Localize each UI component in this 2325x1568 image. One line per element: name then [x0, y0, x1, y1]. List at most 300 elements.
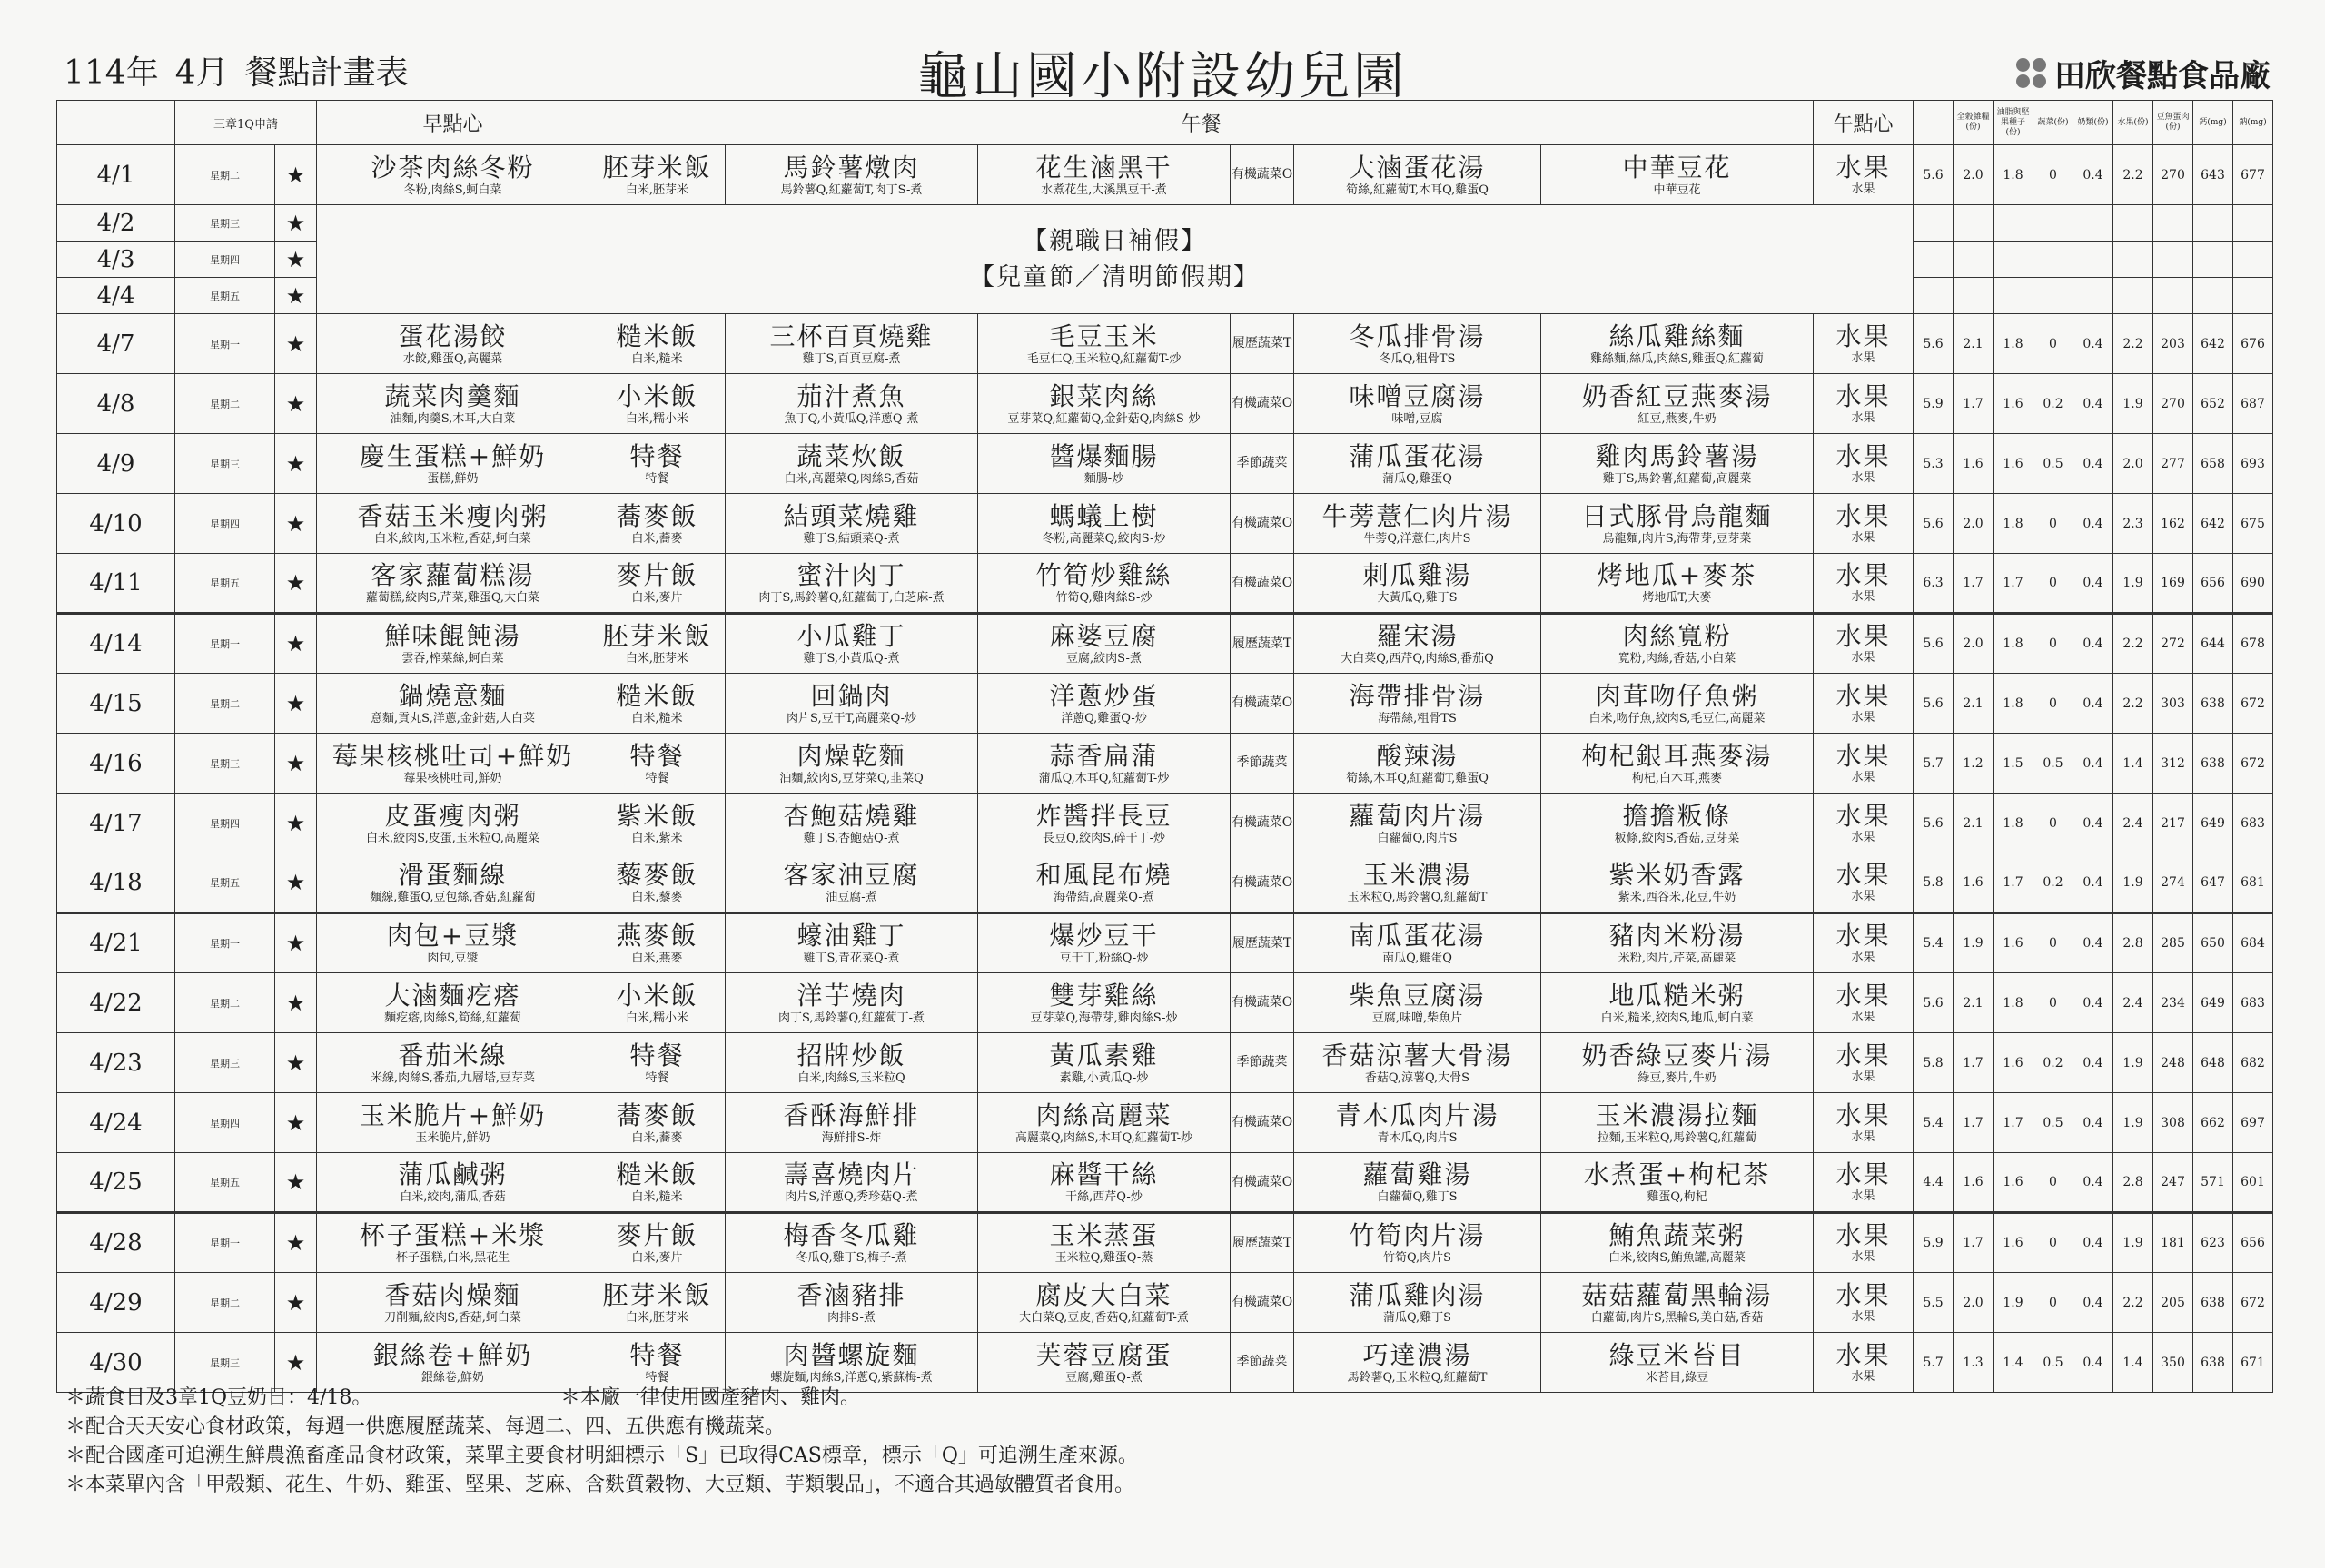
fruit — [1814, 314, 1914, 374]
afternoon-snack-name: 肉絲寬粉 — [1622, 621, 1732, 651]
staple-name: 蕎麥飯 — [616, 1100, 698, 1130]
date-cell: 4/3 — [57, 242, 175, 278]
soup-name: 玉米濃湯 — [1362, 860, 1472, 890]
fruit-ingredients: 水果 — [1851, 530, 1875, 545]
date-cell: 4/21 — [57, 913, 175, 973]
fruit-ingredients: 水果 — [1851, 1309, 1875, 1324]
staple-name: 特餐 — [629, 440, 685, 471]
main-dish-ingredients: 油豆腐-煮 — [826, 891, 877, 904]
staple — [589, 374, 726, 434]
staple-ingredients: 白米,糙米 — [631, 1190, 683, 1204]
nutrition-value: 181 — [2153, 1213, 2193, 1273]
table-row — [57, 145, 2273, 205]
afternoon-snack-ingredients: 粄條,絞肉S,香菇,豆芽菜 — [1614, 831, 1740, 845]
side-dish-name: 爆炒豆干 — [1049, 921, 1159, 951]
staple — [589, 434, 726, 494]
staple — [589, 1153, 726, 1213]
staple-ingredients: 白米,胚芽米 — [625, 652, 689, 666]
weekday-cell: 星期二 — [175, 145, 275, 205]
fruit-ingredients: 水果 — [1851, 590, 1875, 604]
nutrition-value: 4.4 — [1914, 1153, 1954, 1213]
weekday-cell: 星期四 — [175, 494, 275, 554]
nutrition-value: 203 — [2153, 314, 2193, 374]
nutrition-value: 571 — [2193, 1153, 2233, 1213]
breakfast — [317, 554, 589, 614]
fruit-ingredients: 水果 — [1851, 770, 1875, 784]
afternoon-snack — [1541, 973, 1814, 1033]
afternoon-snack-ingredients: 白米,糙米,絞肉S,地瓜,蚵白菜 — [1600, 1011, 1754, 1025]
nutrition-value: 1.9 — [2113, 554, 2153, 614]
staple-name: 特餐 — [629, 1040, 685, 1070]
breakfast — [317, 674, 589, 734]
soup-name: 酸辣湯 — [1376, 740, 1459, 771]
side-dish-name: 腐皮大白菜 — [1035, 1279, 1172, 1310]
soup — [1294, 794, 1541, 853]
fruit-ingredients: 水果 — [1851, 1129, 1875, 1144]
nutrition-value: 601 — [2233, 1153, 2273, 1213]
soup — [1294, 494, 1541, 554]
afternoon-snack-ingredients: 烤地瓜T,大麥 — [1642, 591, 1712, 605]
soup-name: 蘿蔔雞湯 — [1362, 1159, 1472, 1189]
table-row — [57, 1273, 2273, 1333]
nutrition-value: 0.4 — [2073, 434, 2113, 494]
empty-cell — [2113, 205, 2153, 242]
breakfast-name: 肉包+豆漿 — [386, 921, 519, 951]
main-dish-name: 洋芋燒肉 — [796, 980, 906, 1011]
nutrition-value: 0.4 — [2073, 973, 2113, 1033]
soup-name: 蒲瓜蛋花湯 — [1349, 440, 1486, 471]
main-dish-ingredients: 雞丁S,杏鮑菇Q-煮 — [803, 831, 900, 845]
date-cell: 4/11 — [57, 554, 175, 614]
side-dish-name: 螞蟻上樹 — [1049, 500, 1159, 531]
nutrition-value: 642 — [2193, 494, 2233, 554]
breakfast — [317, 853, 589, 913]
nutrition-value: 5.8 — [1914, 853, 1954, 913]
main-dish-ingredients: 雞丁S,結頭菜Q-煮 — [803, 531, 900, 546]
afternoon-snack — [1541, 1093, 1814, 1153]
main-dish-ingredients: 馬鈴薯Q,紅蘿蔔T,肉丁S-煮 — [780, 182, 923, 197]
main-dish-name: 回鍋肉 — [810, 680, 893, 711]
nutrition-value: 638 — [2193, 1333, 2233, 1393]
nutrition-value: 272 — [2153, 614, 2193, 674]
nutrition-value: 0.2 — [2033, 374, 2073, 434]
nutrition-value: 1.8 — [1994, 314, 2033, 374]
apply-star: ★ — [275, 554, 317, 614]
main-dish-name: 結頭菜燒雞 — [783, 500, 920, 531]
fruit-ingredients: 水果 — [1851, 182, 1875, 196]
staple — [589, 145, 726, 205]
breakfast-ingredients: 白米,絞肉,蒲瓜,香菇 — [400, 1190, 506, 1204]
nutrition-value: 2.1 — [1954, 314, 1994, 374]
afternoon-snack-ingredients: 白蘿蔔,肉片S,黑輪S,美白菇,香菇 — [1590, 1310, 1764, 1325]
soup-ingredients: 青木瓜Q,肉片S — [1377, 1130, 1458, 1145]
breakfast-ingredients: 莓果核桃吐司,鮮奶 — [403, 771, 502, 785]
apply-star: ★ — [275, 374, 317, 434]
side-dish-ingredients: 水煮花生,大溪黑豆干-煮 — [1041, 182, 1167, 197]
nutrition-value: 1.4 — [2113, 734, 2153, 794]
nutrition-value: 1.5 — [1994, 734, 2033, 794]
side-dish — [978, 614, 1231, 674]
vegetable-cell: 有機蔬菜O — [1231, 494, 1294, 554]
nutrition-value: 649 — [2193, 973, 2233, 1033]
afternoon-snack-name: 肉茸吻仔魚粥 — [1595, 680, 1759, 711]
staple-name: 麥片飯 — [616, 1220, 698, 1250]
soup-ingredients: 白蘿蔔Q,雞丁S — [1377, 1190, 1458, 1204]
main-dish-name: 客家油豆腐 — [783, 860, 920, 890]
nutrition-value: 649 — [2193, 794, 2233, 853]
nutrition-value: 0.2 — [2033, 1033, 2073, 1093]
vegetable-cell: 履歷蔬菜T — [1231, 1213, 1294, 1273]
fruit-name: 水果 — [1835, 1339, 1891, 1370]
afternoon-snack — [1541, 554, 1814, 614]
date-cell: 4/7 — [57, 314, 175, 374]
nutrition-value: 2.2 — [2113, 674, 2153, 734]
nutrition-header: 鈣(mg) — [2193, 101, 2233, 145]
nutrition-value: 672 — [2233, 1273, 2273, 1333]
nutrition-value: 270 — [2153, 145, 2193, 205]
weekday-cell: 星期四 — [175, 242, 275, 278]
side-dish — [978, 494, 1231, 554]
afternoon-snack-name: 枸杞銀耳燕麥湯 — [1581, 740, 1773, 771]
nutrition-value: 678 — [2233, 614, 2273, 674]
breakfast-name: 香菇肉燥麵 — [384, 1279, 521, 1310]
fruit-name: 水果 — [1835, 680, 1891, 711]
table-row — [57, 973, 2273, 1033]
soup-ingredients: 味噌,豆腐 — [1391, 411, 1443, 426]
soup-ingredients: 大黃瓜Q,雞丁S — [1377, 591, 1458, 605]
main-dish-ingredients: 白米,肉絲S,玉米粒Q — [797, 1070, 905, 1085]
soup-name: 味噌豆腐湯 — [1349, 380, 1486, 411]
vegetable-cell: 季節蔬菜 — [1231, 1033, 1294, 1093]
weekday-cell: 星期三 — [175, 205, 275, 242]
table-row — [57, 554, 2273, 614]
soup — [1294, 145, 1541, 205]
nutrition-value: 1.7 — [1954, 1033, 1994, 1093]
staple-ingredients: 白米,紫米 — [631, 831, 683, 845]
afternoon-snack-ingredients: 白米,吻仔魚,絞肉S,毛豆仁,高麗菜 — [1588, 711, 1766, 725]
nutrition-value: 1.4 — [1994, 1333, 2033, 1393]
nutrition-value: 650 — [2193, 913, 2233, 973]
side-dish-ingredients: 大白菜Q,豆皮,香菇Q,紅蘿蔔T-煮 — [1019, 1310, 1189, 1325]
period-month: 4月 — [174, 54, 229, 92]
fruit — [1814, 1093, 1914, 1153]
apply-star: ★ — [275, 434, 317, 494]
afternoon-snack-name: 綠豆米苔目 — [1608, 1339, 1746, 1370]
nutrition-value: 675 — [2233, 494, 2273, 554]
fruit — [1814, 674, 1914, 734]
staple-ingredients: 白米,糯小米 — [625, 411, 689, 426]
school-title: 龜山國小附設幼兒園 — [917, 47, 1408, 106]
fruit-name: 水果 — [1835, 1100, 1891, 1130]
nutrition-value: 1.9 — [2113, 1093, 2153, 1153]
soup-name: 巧達濃湯 — [1362, 1339, 1472, 1370]
nutrition-value: 1.6 — [1954, 853, 1994, 913]
side-dish-ingredients: 洋蔥Q,雞蛋Q-炒 — [1061, 711, 1147, 725]
apply-star: ★ — [275, 913, 317, 973]
nutrition-value: 308 — [2153, 1093, 2193, 1153]
main-dish-name: 小瓜雞丁 — [796, 621, 906, 651]
breakfast-name: 客家蘿蔔糕湯 — [371, 560, 535, 590]
empty-cell — [2073, 242, 2113, 278]
apply-star: ★ — [275, 1213, 317, 1273]
side-dish-name: 肉絲高麗菜 — [1035, 1100, 1172, 1130]
nutrition-value: 687 — [2233, 374, 2273, 434]
empty-cell — [2113, 242, 2153, 278]
side-dish-name: 蒜香扁蒲 — [1049, 740, 1159, 771]
staple — [589, 314, 726, 374]
fruit-name: 水果 — [1835, 152, 1891, 182]
fruit-name: 水果 — [1835, 321, 1891, 351]
empty-cell — [2153, 278, 2193, 314]
table-row — [57, 1213, 2273, 1273]
nutrition-value: 1.9 — [2113, 1213, 2153, 1273]
side-dish-ingredients: 高麗菜Q,肉絲S,木耳Q,紅蘿蔔T-炒 — [1014, 1130, 1193, 1145]
soup — [1294, 973, 1541, 1033]
afternoon-snack — [1541, 734, 1814, 794]
date-cell: 4/30 — [57, 1333, 175, 1393]
soup — [1294, 434, 1541, 494]
vegetable-cell: 履歷蔬菜T — [1231, 913, 1294, 973]
table-row — [57, 674, 2273, 734]
main-dish — [726, 1093, 978, 1153]
main-dish — [726, 554, 978, 614]
date-cell: 4/4 — [57, 278, 175, 314]
nutrition-header: 蔬菜(份) — [2033, 101, 2073, 145]
staple-name: 胚芽米飯 — [602, 621, 712, 651]
side-dish — [978, 1273, 1231, 1333]
fruit-ingredients: 水果 — [1851, 410, 1875, 425]
afternoon-snack-ingredients: 米苔目,綠豆 — [1645, 1370, 1709, 1385]
soup-name: 蒲瓜雞肉湯 — [1349, 1279, 1486, 1310]
breakfast-name: 皮蛋瘦肉粥 — [384, 800, 521, 831]
apply-star: ★ — [275, 494, 317, 554]
fruit-name: 水果 — [1835, 1220, 1891, 1250]
staple — [589, 853, 726, 913]
soup-name: 刺瓜雞湯 — [1362, 560, 1472, 590]
nutrition-value: 683 — [2233, 794, 2273, 853]
nutrition-value: 2.2 — [2113, 145, 2153, 205]
staple-ingredients: 白米,蕎麥 — [631, 531, 683, 546]
soup-ingredients: 豆腐,味噌,柴魚片 — [1371, 1011, 1463, 1025]
side-dish-ingredients: 竹筍Q,雞肉絲S-炒 — [1055, 591, 1153, 605]
weekday-cell: 星期三 — [175, 734, 275, 794]
nutrition-value: 0.5 — [2033, 1333, 2073, 1393]
fruit-ingredients: 水果 — [1851, 1189, 1875, 1203]
nutrition-value: 5.6 — [1914, 494, 1954, 554]
fruit-ingredients: 水果 — [1851, 350, 1875, 365]
empty-cell — [2033, 278, 2073, 314]
soup — [1294, 614, 1541, 674]
weekday-cell: 星期二 — [175, 374, 275, 434]
nutrition-value: 1.6 — [1994, 1033, 2033, 1093]
main-dish — [726, 674, 978, 734]
fruit-name: 水果 — [1835, 1040, 1891, 1070]
nutrition-value: 5.9 — [1914, 1213, 1954, 1273]
vegetable-cell: 有機蔬菜O — [1231, 1153, 1294, 1213]
afternoon-snack-ingredients: 中華豆花 — [1653, 182, 1701, 197]
soup-ingredients: 牛蒡Q,洋薏仁,肉片S — [1363, 531, 1471, 546]
nutrition-value: 1.6 — [1994, 1153, 2033, 1213]
afternoon-snack-name: 菇菇蘿蔔黑輪湯 — [1581, 1279, 1773, 1310]
empty-cell — [1954, 278, 1994, 314]
staple-ingredients: 白米,燕麥 — [631, 952, 683, 965]
vegetable-cell: 有機蔬菜O — [1231, 973, 1294, 1033]
main-dish — [726, 734, 978, 794]
side-dish-ingredients: 豆芽菜Q,海帶芽,雞肉絲S-炒 — [1030, 1011, 1178, 1025]
soup-ingredients: 竹筍Q,肉片S — [1382, 1251, 1452, 1265]
side-dish-name: 炸醬拌長豆 — [1035, 800, 1172, 831]
main-dish — [726, 1153, 978, 1213]
fruit-ingredients: 水果 — [1851, 1010, 1875, 1024]
nutrition-value: 0.4 — [2073, 853, 2113, 913]
staple — [589, 674, 726, 734]
side-dish-name: 醬爆麵腸 — [1049, 440, 1159, 471]
side-dish — [978, 913, 1231, 973]
nutrition-value: 656 — [2233, 1213, 2273, 1273]
vegetable-cell: 有機蔬菜O — [1231, 1093, 1294, 1153]
nutrition-value: 644 — [2193, 614, 2233, 674]
staple-ingredients: 特餐 — [645, 471, 669, 486]
nutrition-value: 248 — [2153, 1033, 2193, 1093]
nutrition-value: 5.6 — [1914, 145, 1954, 205]
staple-name: 燕麥飯 — [616, 921, 698, 951]
main-dish-name: 壽喜燒肉片 — [783, 1159, 920, 1189]
staple-name: 藜麥飯 — [616, 860, 698, 890]
soup — [1294, 1153, 1541, 1213]
nutrition-header: 鈉(mg) — [2233, 101, 2273, 145]
breakfast-name: 香菇玉米瘦肉粥 — [357, 500, 549, 531]
staple-name: 蕎麥飯 — [616, 500, 698, 531]
apply-header: 三章1Q申請 — [175, 101, 317, 145]
nutrition-value: 0.4 — [2073, 314, 2113, 374]
staple — [589, 1033, 726, 1093]
side-dish-ingredients: 豆芽菜Q,紅蘿蔔Q,金針菇Q,肉絲S-炒 — [1007, 411, 1201, 426]
main-dish-name: 香酥海鮮排 — [783, 1100, 920, 1130]
nutrition-value: 0 — [2033, 913, 2073, 973]
breakfast — [317, 794, 589, 853]
nutrition-value: 5.5 — [1914, 1273, 1954, 1333]
soup-name: 大滷蛋花湯 — [1349, 152, 1486, 182]
empty-cell — [2193, 205, 2233, 242]
staple-ingredients: 白米,糙米 — [631, 351, 683, 366]
nutrition-value: 1.7 — [1954, 1093, 1994, 1153]
breakfast — [317, 314, 589, 374]
table-row — [57, 1093, 2273, 1153]
staple-ingredients: 白米,麥片 — [631, 1251, 683, 1265]
afternoon-snack — [1541, 374, 1814, 434]
staple-name: 糙米飯 — [616, 1159, 698, 1189]
nutrition-value: 1.9 — [1994, 1273, 2033, 1333]
nutrition-value: 0.4 — [2073, 913, 2113, 973]
soup-ingredients: 海帶絲,粗骨TS — [1378, 711, 1457, 725]
breakfast-name: 鮮味餛飩湯 — [384, 621, 521, 651]
empty-cell — [2193, 242, 2233, 278]
breakfast — [317, 1213, 589, 1273]
note-domestic-meat: ＊本廠一律使用國產豬肉、雞肉。 — [560, 1386, 861, 1409]
nutrition-value: 0.4 — [2073, 1333, 2113, 1393]
afternoon-snack-name: 中華豆花 — [1622, 152, 1732, 182]
fruit — [1814, 1033, 1914, 1093]
date-cell: 4/25 — [57, 1153, 175, 1213]
empty-cell — [1914, 205, 1954, 242]
nutrition-value: 0.4 — [2073, 734, 2113, 794]
nutrition-value: 1.6 — [1994, 374, 2033, 434]
empty-cell — [2073, 205, 2113, 242]
main-dish-name: 茄汁煮魚 — [796, 380, 906, 411]
nutrition-value: 1.8 — [1994, 973, 2033, 1033]
main-dish — [726, 794, 978, 853]
nutrition-value: 623 — [2193, 1213, 2233, 1273]
nutrition-value: 638 — [2193, 734, 2233, 794]
fruit-ingredients: 水果 — [1851, 830, 1875, 844]
afternoon-snack-name: 地瓜糙米粥 — [1608, 980, 1746, 1011]
soup — [1294, 674, 1541, 734]
staple-ingredients: 特餐 — [645, 771, 669, 785]
afternoon-snack-ingredients: 紫米,西谷米,花豆,牛奶 — [1618, 891, 1736, 904]
fruit — [1814, 374, 1914, 434]
vegetable-cell: 有機蔬菜O — [1231, 794, 1294, 853]
afternoon-snack-ingredients: 雞丁S,馬鈴薯,紅蘿蔔,高麗菜 — [1602, 471, 1752, 486]
breakfast-name: 沙茶肉絲冬粉 — [371, 152, 535, 182]
side-dish-name: 和風昆布燒 — [1035, 860, 1172, 890]
nutrition-value: 1.8 — [1994, 614, 2033, 674]
apply-star: ★ — [275, 853, 317, 913]
vegetable-cell: 履歷蔬菜T — [1231, 314, 1294, 374]
nutrition-value: 2.0 — [1954, 145, 1994, 205]
side-dish-ingredients: 素雞,小黃瓜Q-炒 — [1059, 1070, 1149, 1085]
apply-star: ★ — [275, 674, 317, 734]
side-dish — [978, 973, 1231, 1033]
afternoon-snack-ingredients: 寬粉,肉絲,香菇,小白菜 — [1618, 652, 1736, 666]
staple-name: 胚芽米飯 — [602, 152, 712, 182]
main-dish-ingredients: 肉丁S,馬鈴薯Q,紅蘿蔔丁-煮 — [777, 1011, 925, 1025]
table-row — [57, 614, 2273, 674]
nutrition-value: 0 — [2033, 1153, 2073, 1213]
fruit — [1814, 554, 1914, 614]
main-dish — [726, 434, 978, 494]
breakfast — [317, 913, 589, 973]
staple — [589, 554, 726, 614]
date-cell: 4/10 — [57, 494, 175, 554]
weekday-cell: 星期一 — [175, 614, 275, 674]
apply-star: ★ — [275, 205, 317, 242]
nutrition-value: 0 — [2033, 674, 2073, 734]
afternoon-snack-ingredients: 烏龍麵,肉片S,海帶芽,豆芽菜 — [1602, 531, 1752, 546]
breakfast-ingredients: 玉米脆片,鮮奶 — [415, 1130, 490, 1145]
date-cell: 4/29 — [57, 1273, 175, 1333]
nutrition-value: 2.1 — [1954, 674, 1994, 734]
side-dish — [978, 853, 1231, 913]
soup-ingredients: 蒲瓜Q,雞蛋Q — [1382, 471, 1452, 486]
apply-star: ★ — [275, 1273, 317, 1333]
nutrition-value: 0.4 — [2073, 554, 2113, 614]
main-dish-name: 馬鈴薯燉肉 — [783, 152, 920, 182]
breakfast-name: 蛋花湯餃 — [398, 321, 508, 351]
breakfast — [317, 494, 589, 554]
nutrition-value: 1.7 — [1994, 853, 2033, 913]
nutrition-value: 1.8 — [1994, 145, 2033, 205]
breakfast-ingredients: 雲吞,榨菜絲,蚵白菜 — [401, 652, 504, 666]
nutrition-value: 1.7 — [1994, 554, 2033, 614]
staple-name: 糙米飯 — [616, 680, 698, 711]
side-dish-name: 毛豆玉米 — [1049, 321, 1159, 351]
nutrition-value: 658 — [2193, 434, 2233, 494]
afternoon-snack-name: 擔擔粄條 — [1622, 800, 1732, 831]
nutrition-value: 0 — [2033, 973, 2073, 1033]
nutrition-header: 奶類(份) — [2073, 101, 2113, 145]
nutrition-value: 5.4 — [1914, 913, 1954, 973]
afternoon-snack — [1541, 913, 1814, 973]
